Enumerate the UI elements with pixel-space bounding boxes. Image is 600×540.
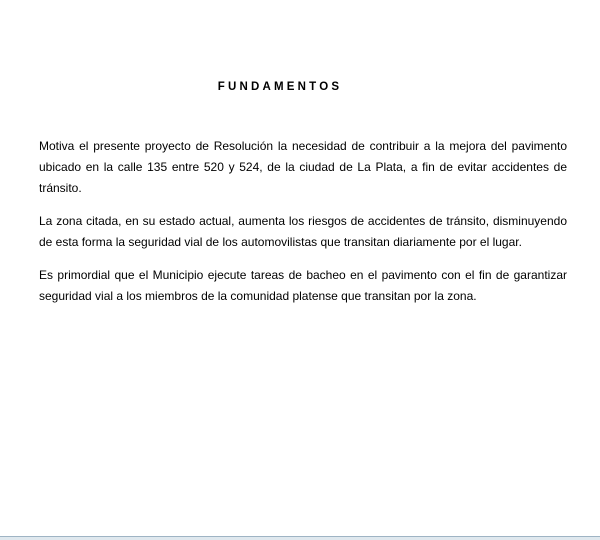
paragraph-2: La zona citada, en su estado actual, aumenta los riesgos de accidentes de tránsito, disminuyendo de esta forma la seguridad vial de los automovilistas que transitan diariamente por el lugar.: [39, 214, 567, 249]
page-bottom-border: [0, 536, 600, 540]
document-body: [39, 136, 567, 319]
paragraph-1: Motiva el presente proyecto de Resolución la necesidad de contribuir a la mejora del pavimento ubicado en la calle 135 entre 520 y 524, de la ciudad de La Plata, a fin de evitar accidentes de tránsito.: [39, 139, 567, 195]
paragraph-3: Es primordial que el Municipio ejecute tareas de bacheo en el pavimento con el fin de garantizar seguridad vial a los miembros de la comunidad platense que transitan por la zona.: [39, 268, 567, 303]
document-title: FUNDAMENTOS: [217, 81, 343, 93]
